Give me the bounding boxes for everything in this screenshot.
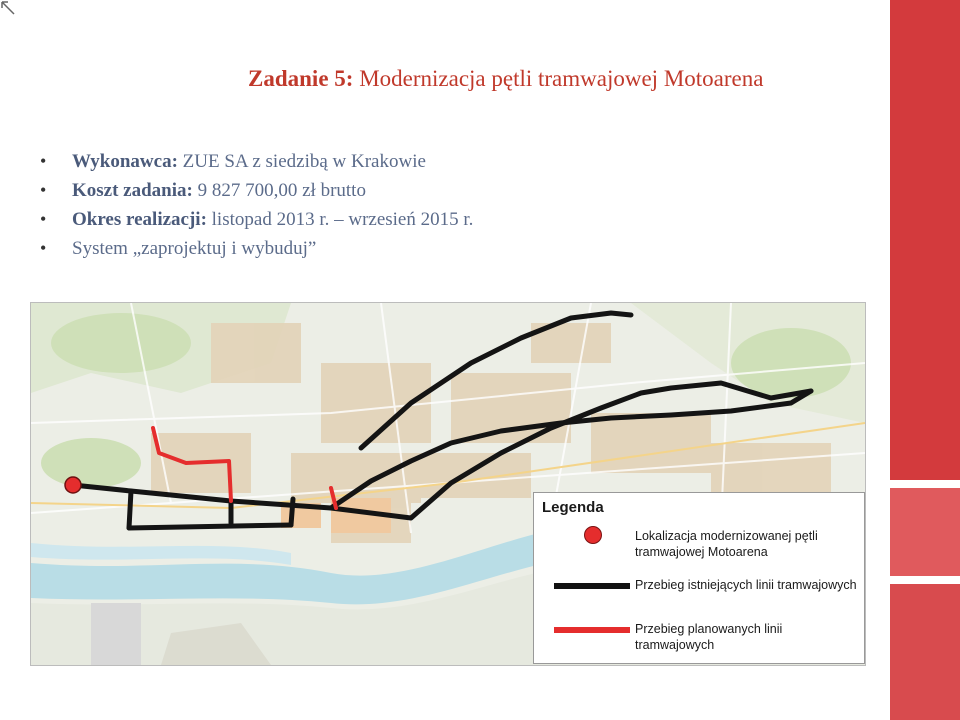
legend-item-existing: Przebieg istniejących linii tramwajowych [635, 578, 857, 592]
bullet-label: Okres realizacji: [72, 209, 207, 230]
loop-location-marker [65, 477, 81, 493]
bullet-item [40, 176, 473, 205]
bullet-item [40, 147, 473, 176]
bullet-list [40, 147, 473, 263]
bullet-value: ZUE SA z siedzibą w Krakowie [177, 151, 426, 172]
decor-gap [890, 480, 960, 488]
slide-title [248, 66, 763, 92]
bullet-value: System „zaprojektuj i wybuduj” [72, 238, 317, 259]
bullet-value: 9 827 700,00 zł brutto [192, 180, 366, 201]
legend-title: Legenda [542, 499, 604, 516]
decor-bar-mid [890, 488, 960, 576]
bullet-value: listopad 2013 r. – wrzesień 2015 r. [206, 209, 474, 230]
bullet-item [40, 205, 473, 234]
corner-arrow-icon [0, 0, 18, 18]
decor-bar-bottom [890, 584, 960, 720]
red-dot-icon [584, 526, 602, 544]
legend-item-loop: Lokalizacja modernizowanej pętli tramwajowej Motoarena [635, 529, 818, 559]
decor-gap [890, 576, 960, 584]
bullet-label: Wykonawca: [72, 151, 178, 172]
map-legend [533, 492, 865, 664]
legend-item-planned: Przebieg planowanych linii tramwajowych [635, 622, 783, 652]
bullet-label: Koszt zadania: [72, 180, 193, 201]
title-text: Modernizacja pętli tramwajowej Motoarena [353, 66, 764, 91]
bullet-item [40, 234, 473, 263]
red-line-icon [554, 627, 630, 633]
decor-bar-top [890, 0, 960, 480]
black-line-icon [554, 583, 630, 589]
title-prefix: Zadanie 5: [248, 66, 354, 91]
